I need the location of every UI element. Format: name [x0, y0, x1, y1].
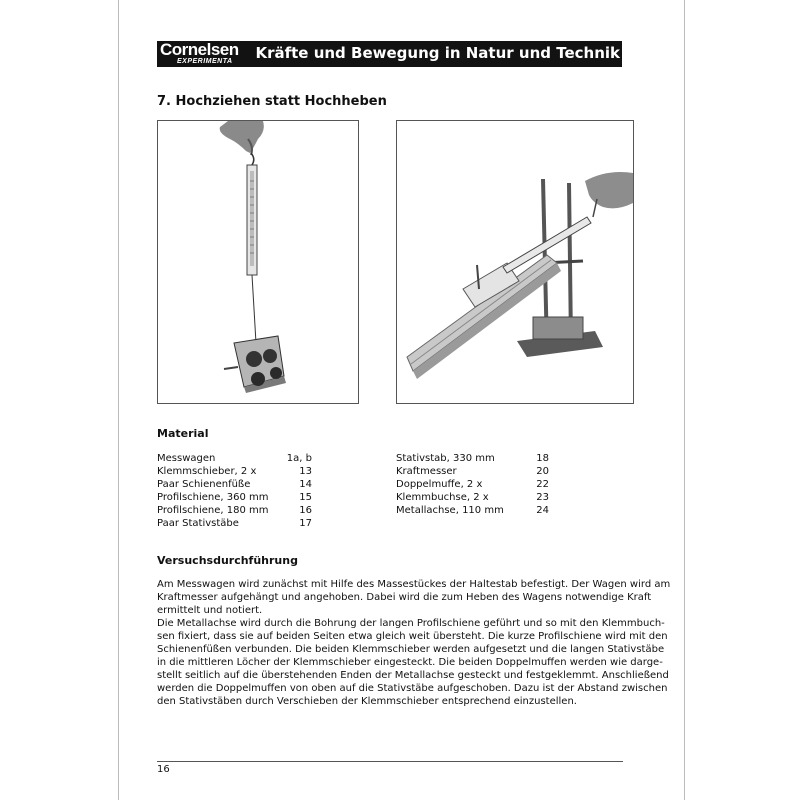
material-item: Doppelmuffe, 2 x 22: [396, 479, 549, 490]
material-item: Klemmbuchse, 2 x 23: [396, 492, 549, 503]
text-line: werden die Doppelmuffen von oben auf die Stativstäbe aufgeschoben. Dazu ist der Abstand zwischen: [157, 683, 668, 694]
footer-divider: [157, 761, 623, 762]
header-title: Kräfte und Bewegung in Natur und Technik: [255, 44, 620, 62]
text-line: sen fixiert, dass sie auf beiden Seiten etwa gleich weit übersteht. Die kurze Profilschiene wird mit den: [157, 631, 668, 642]
photo-inclined-plane: [396, 120, 634, 404]
material-item: Kraftmesser 20: [396, 466, 549, 477]
material-list-left: [157, 452, 312, 530]
text-line: Am Messwagen wird zunächst mit Hilfe des Massestückes der Haltestab befestigt. Der Wagen wird am: [157, 579, 671, 590]
procedure-text: [157, 578, 671, 708]
series-logo: EXPERIMENTA: [177, 58, 233, 65]
page-number: 16: [157, 764, 170, 775]
material-item: Paar Schienenfüße 14: [157, 479, 312, 490]
text-line: in die mittleren Löcher der Klemmschieber eingesteckt. Die beiden Doppelmuffen werden wie darge-: [157, 657, 663, 668]
material-item: Profilschiene, 360 mm 15: [157, 492, 312, 503]
text-line: Die Metallachse wird durch die Bohrung der langen Profilschiene geführt und so mit den Klemmbuch-: [157, 618, 665, 629]
text-line: Schienenfüßen verbunden. Die beiden Klemmschieber werden aufgesetzt und die langen Stativstäbe: [157, 644, 665, 655]
text-line: stellt seitlich auf die überstehenden Enden der Metallachse gesteckt und festgeklemmt. Anschließend: [157, 670, 669, 681]
material-item: Profilschiene, 180 mm 16: [157, 505, 312, 516]
procedure-heading: Versuchsdurchführung: [157, 554, 298, 567]
material-heading: Material: [157, 427, 209, 440]
text-line: ermittelt und notiert.: [157, 605, 263, 616]
material-item: Stativstab, 330 mm 18: [396, 453, 549, 464]
material-item: Paar Stativstäbe 17: [157, 518, 312, 529]
material-list-right: [396, 452, 549, 517]
text-line: Kraftmesser aufgehängt und angehoben. Dabei wird die zum Heben des Wagens notwendige Kraft: [157, 592, 652, 603]
section-title: 7. Hochziehen statt Hochheben: [157, 94, 387, 109]
material-item: Klemmschieber, 2 x 13: [157, 466, 312, 477]
photo-hanging-cart: [157, 120, 359, 404]
text-line: den Stativstäben durch Verschieben der Klemmschieber entsprechend einzustellen.: [157, 696, 577, 707]
material-item: Metallachse, 110 mm 24: [396, 505, 549, 516]
material-item: Messwagen 1a, b: [157, 453, 312, 464]
publisher-logo: Cornelsen: [160, 40, 239, 59]
